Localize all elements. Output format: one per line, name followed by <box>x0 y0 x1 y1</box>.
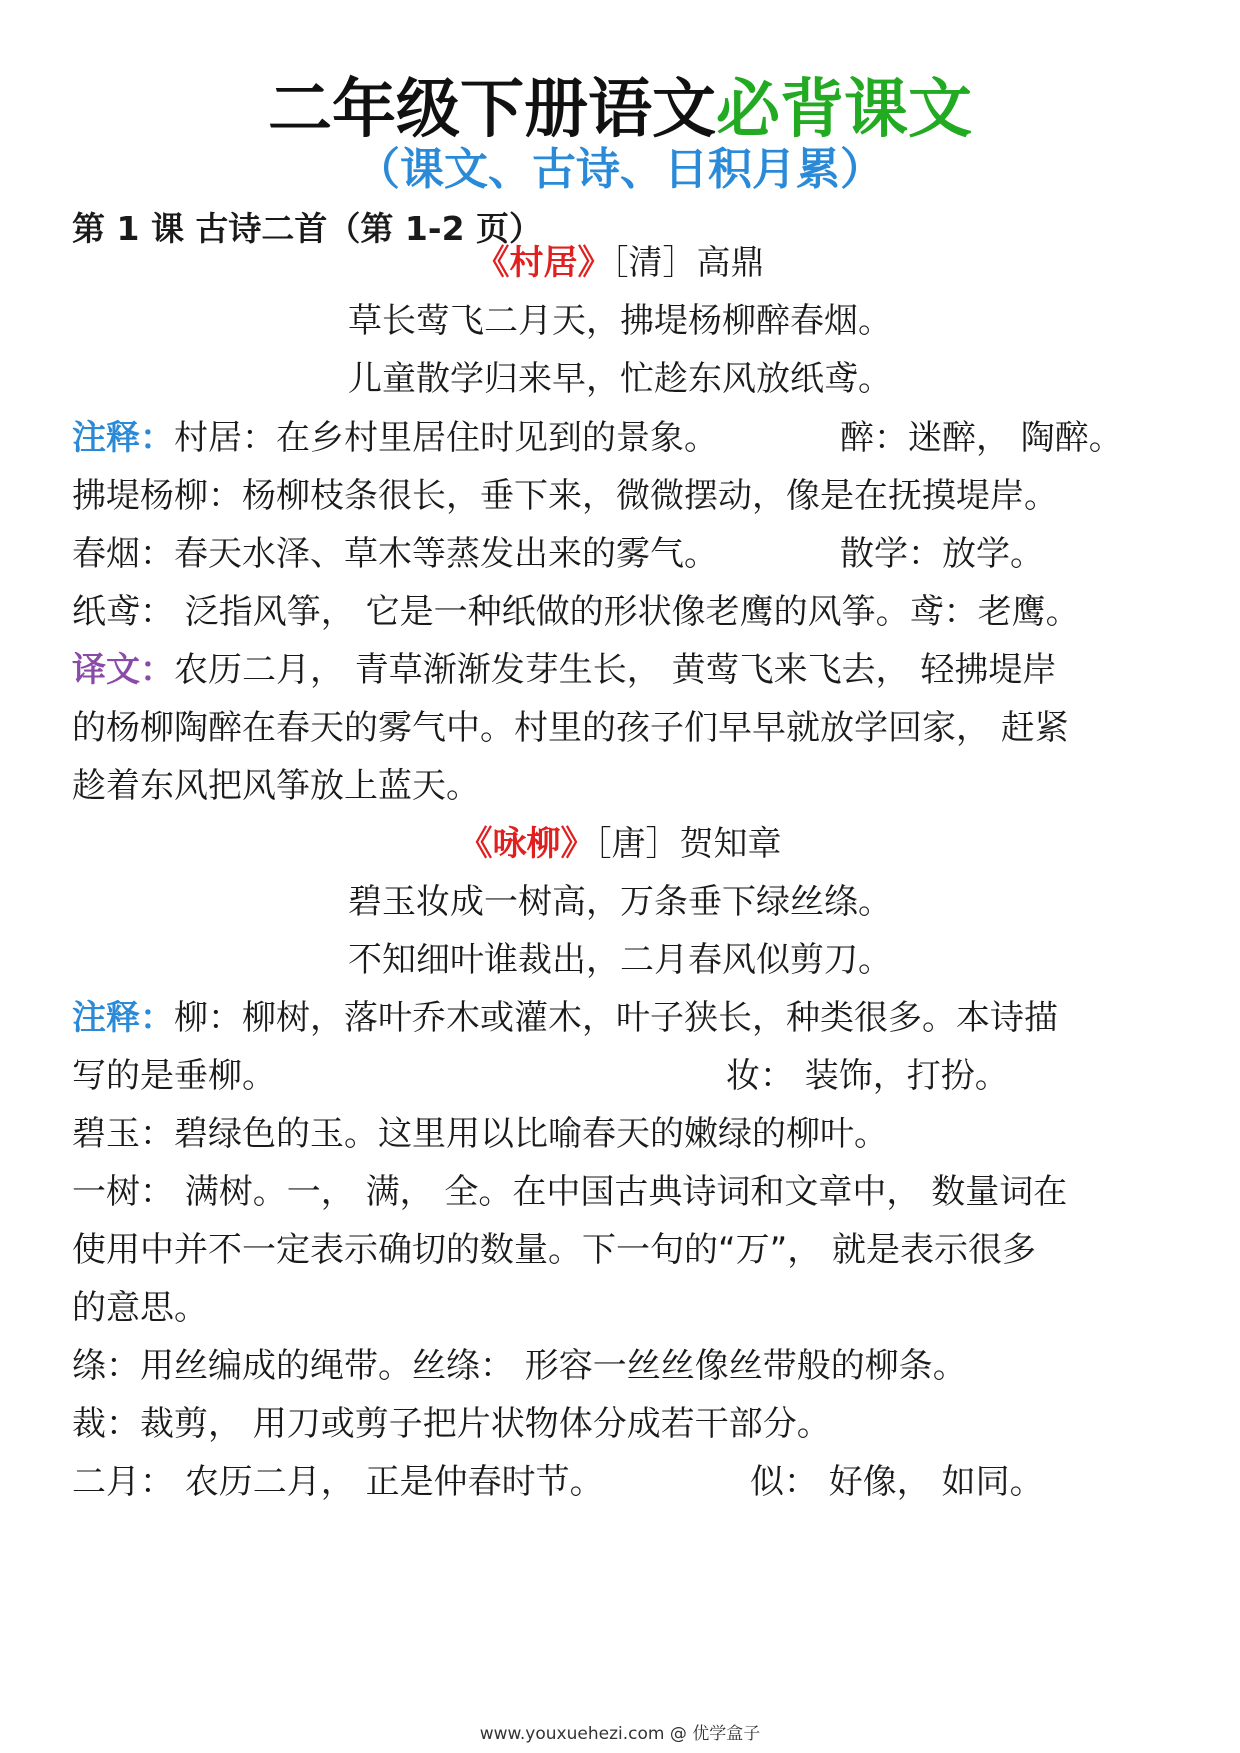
poem2-note: 似： 好像， 如同。 <box>750 1462 1044 1502</box>
poem1-note: 散学：放学。 <box>840 534 1044 574</box>
poem1-name: 《村居》 <box>475 243 612 283</box>
poem2-note: 一树： 满树。一， 满， 全。在中国古典诗词和文章中， 数量词在 <box>72 1172 1068 1212</box>
poem1-translation-row-1 <box>72 646 1056 694</box>
poem1-note: 春烟：春天水泽、草木等蒸发出来的雾气。 <box>72 534 718 574</box>
poem2-note: 裁：裁剪， 用刀或剪子把片状物体分成若干部分。 <box>72 1404 831 1444</box>
page-title <box>0 70 1240 150</box>
poem2-note: 碧玉：碧绿色的玉。这里用以比喻春天的嫩绿的柳叶。 <box>72 1114 888 1154</box>
poem1-notes-label: 注释： <box>72 418 174 458</box>
footer-watermark: www.youxuehezi.com @ 优学盒子 <box>479 1724 761 1744</box>
poem2-note: 写的是垂柳。 <box>72 1056 276 1096</box>
poem1-note-row-1 <box>72 414 718 462</box>
poem1-translation-label: 译文： <box>72 650 174 690</box>
poem2-note: 柳：柳树，落叶乔木或灌木，叶子狭长，种类很多。本诗描 <box>174 998 1058 1038</box>
poem2-note: 绦：用丝编成的绳带。丝绦： 形容一丝丝像丝带般的柳条。 <box>72 1346 967 1386</box>
poem2-name: 《咏柳》 <box>458 824 595 864</box>
poem1-note: 纸鸢： 泛指风筝， 它是一种纸做的形状像老鹰的风筝。鸢：老鹰。 <box>72 592 1080 632</box>
poem2-notes-label: 注释： <box>72 998 174 1038</box>
poem1-note: 醉：迷醉， 陶醉。 <box>840 418 1123 458</box>
poem1-line-2: 儿童散学归来早，忙趁东风放纸鸢。 <box>348 359 892 399</box>
title-part-highlight: 必背课文 <box>716 73 972 147</box>
poem1-author: ［清］高鼎 <box>611 243 765 283</box>
poem2-title <box>0 819 1240 869</box>
poem2-note: 妆： 装饰，打扮。 <box>726 1056 1009 1096</box>
page-subtitle: （课文、古诗、日积月累） <box>356 144 884 195</box>
poem1-translation-line: 的杨柳陶醉在春天的雾气中。村里的孩子们早早就放学回家， 赶紧 <box>72 708 1069 748</box>
poem1-note: 村居：在乡村里居住时见到的景象。 <box>174 418 718 458</box>
poem1-translation-line: 趁着东风把风筝放上蓝天。 <box>72 766 480 806</box>
poem1-note: 拂堤杨柳：杨柳枝条很长，垂下来，微微摆动，像是在抚摸堤岸。 <box>72 476 1058 516</box>
poem1-line-1: 草长莺飞二月天，拂堤杨柳醉春烟。 <box>348 301 892 341</box>
poem2-line-1: 碧玉妆成一树高，万条垂下绿丝绦。 <box>348 882 892 922</box>
poem2-note: 的意思。 <box>72 1288 208 1328</box>
poem2-note-row-1 <box>72 994 1058 1042</box>
title-part-main: 二年级下册语文 <box>268 73 716 147</box>
poem2-line-2: 不知细叶谁裁出，二月春风似剪刀。 <box>348 940 892 980</box>
lesson-heading: 第 1 课 古诗二首（第 1-2 页） <box>72 209 543 248</box>
poem1-translation-line: 农历二月， 青草渐渐发芽生长， 黄莺飞来飞去， 轻拂堤岸 <box>174 650 1057 690</box>
poem2-author: ［唐］贺知章 <box>594 824 782 864</box>
poem1-title <box>0 238 1240 288</box>
poem2-note: 二月： 农历二月， 正是仲春时节。 <box>72 1462 604 1502</box>
poem2-note: 使用中并不一定表示确切的数量。下一句的“万”， 就是表示很多 <box>72 1230 1037 1270</box>
